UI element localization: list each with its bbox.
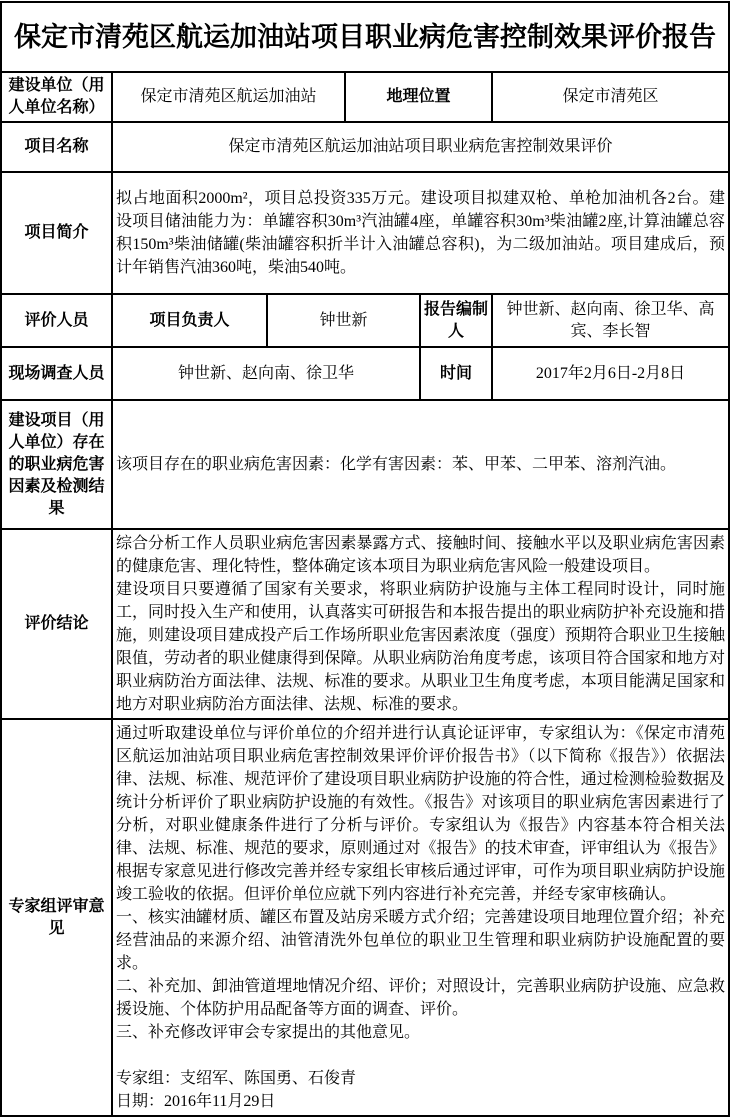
project-name-label: 项目名称 <box>1 122 112 172</box>
expert-opinion-paragraph: 二、补充加、卸油管道埋地情况介绍、评价；对照设计，完善职业病防护设施、应急救援设施、个体防护用品配备等方面的调查、评价。 <box>116 978 726 1018</box>
construction-unit-value: 保定市清苑区航运加油站 <box>112 72 345 122</box>
conclusion-paragraph: 综合分析工作人员职业病危害因素暴露方式、接触时间、接触水平以及职业病危害因素的健康危害、理化特性，整体确定该本项目为职业病危害风险一般建设项目。 <box>116 535 726 575</box>
site-survey-row <box>1 347 729 400</box>
project-brief-value: 拟占地面积2000m²，项目总投资335万元。建设项目拟建双枪、单枪加油机各2台。建设项目储油能力为：单罐容积30m³汽油罐4座，单罐容积30m³柴油罐2座,计算油罐总容积150m³柴油储罐(柴油罐容积折半计入油罐总容积)，为二级加油站。项目建成后，预计年销售汽油360吨，柴油540吨。 <box>112 172 729 294</box>
expert-date-line: 日期：2016年11月29日 <box>116 1093 276 1110</box>
construction-unit-row <box>1 72 729 122</box>
expert-opinion-paragraph: 一、核实油罐材质、罐区布置及站房采暖方式介绍；完善建设项目地理位置介绍；补充经营油品的来源介绍、油管清洗外包单位的职业卫生管理和职业病防护设施配置的要求。 <box>116 909 726 972</box>
location-value: 保定市清苑区 <box>492 72 729 122</box>
hazard-factors-value: 该项目存在的职业病危害因素：化学有害因素：苯、甲苯、二甲苯、溶剂汽油。 <box>112 400 729 529</box>
report-table <box>0 1 730 1117</box>
conclusion-row <box>1 529 729 719</box>
expert-opinion-paragraph: 通过听取建设单位与评价单位的介绍并进行认真论证评审，专家组认为：《保定市清苑区航运加油站项目职业病危害控制效果评价评价报告书》（以下简称《报告》）依据法律、法规、标准、规范评价了建设项目职业病防护设施的符合性，通过检测检验数据及统计分析评价了职业病防护设施的有效性。《报告》对该项目的职业病危害因素进行了分析，对职业健康条件进行了分析与评价。专家组认为《报告》内容基本符合相关法律、法规、标准、规范的要求，原则通过对《报告》的技术审查，评审组认为《报告》根据专家意见进行修改完善并经专家组长审核后通过评审，可作为项目职业病防护设施竣工验收的依据。但评价单位应就下列内容进行补充完善，并经专家审核确认。 <box>116 725 726 903</box>
report-title: 保定市清苑区航运加油站项目职业病危害控制效果评价报告 <box>1 2 729 72</box>
project-leader-value: 钟世新 <box>267 294 420 347</box>
evaluators-row <box>1 294 729 347</box>
hazard-factors-label: 建设项目（用人单位）存在的职业病危害因素及检测结果 <box>1 400 112 529</box>
project-leader-label: 项目负责人 <box>112 294 267 347</box>
survey-time-value: 2017年2月6日-2月8日 <box>492 347 729 400</box>
construction-unit-label: 建设单位（用人单位名称） <box>1 72 112 122</box>
conclusion-label: 评价结论 <box>1 529 112 719</box>
report-writers-value: 钟世新、赵向南、徐卫华、高宾、李长智 <box>492 294 729 347</box>
hazard-factors-row <box>1 400 729 529</box>
expert-opinion-paragraph: 三、补充修改评审会专家提出的其他意见。 <box>116 1024 421 1041</box>
location-label: 地理位置 <box>345 72 492 122</box>
project-name-row <box>1 122 729 172</box>
title-row <box>1 2 729 72</box>
report-writers-label: 报告编制人 <box>420 294 492 347</box>
expert-group-line: 专家组：支绍军、陈国勇、石俊青 <box>116 1070 357 1087</box>
conclusion-value <box>112 529 729 719</box>
survey-time-label: 时间 <box>420 347 492 400</box>
expert-opinion-label: 专家组评审意见 <box>1 719 112 1116</box>
conclusion-paragraph: 建设项目只要遵循了国家有关要求，将职业病防护设施与主体工程同时设计，同时施工，同时投入生产和使用，认真落实可研报告和本报告提出的职业病防护补充设施和措施，则建设项目建成投产后工作场所职业危害因素浓度（强度）预期符合职业卫生接触限值，劳动者的职业健康得到保障。从职业病防治角度考虑，该项目符合国家和地方对职业病防治方面法律、法规、标准的要求。从职业卫生角度考虑，本项目能满足国家和地方对职业病防治方面法律、法规、标准的要求。 <box>116 581 726 713</box>
project-brief-row <box>1 172 729 294</box>
project-name-value: 保定市清苑区航运加油站项目职业病危害控制效果评价 <box>112 122 729 172</box>
expert-opinion-value <box>112 719 729 1116</box>
site-survey-value: 钟世新、赵向南、徐卫华 <box>112 347 420 400</box>
expert-opinion-row <box>1 719 729 1116</box>
expert-signature-block <box>116 1067 725 1113</box>
evaluators-label: 评价人员 <box>1 294 112 347</box>
site-survey-label: 现场调查人员 <box>1 347 112 400</box>
project-brief-label: 项目简介 <box>1 172 112 294</box>
